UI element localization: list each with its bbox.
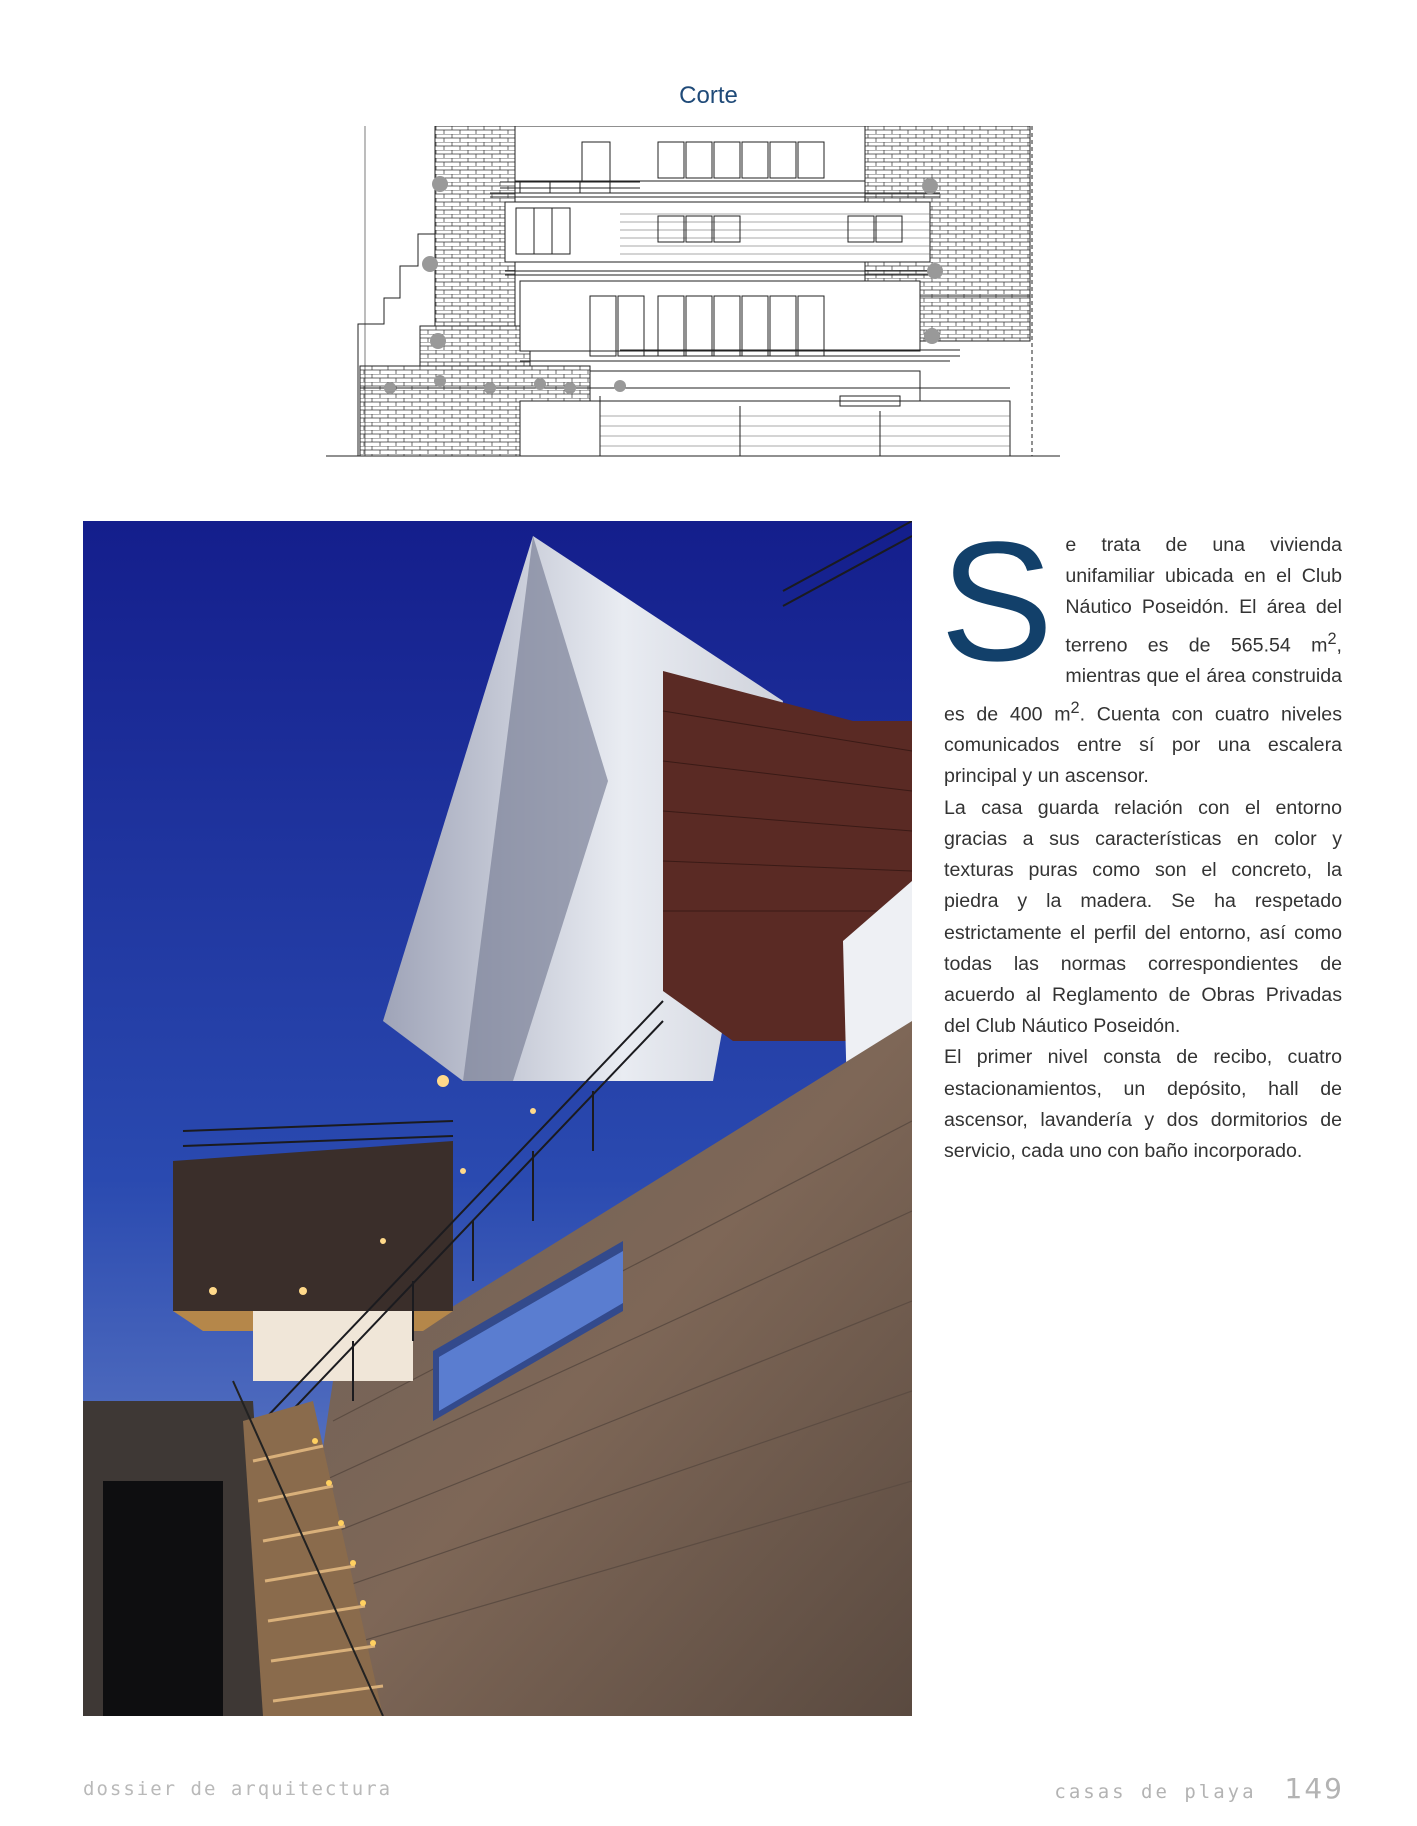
drawing-title: Corte: [679, 82, 738, 109]
paragraph-2: La casa guarda relación con el entorno gracias a sus características en color y texturas puras como son el concreto, la piedra y la madera. Se ha respetado estrictamente el perfil del entorno, así como todas las normas correspondientes de acuerdo al Reglamento de Obras Privadas del Club Náutico Poseidón.: [944, 796, 1342, 1038]
p1-tail: . Cuenta con cuatro niveles comunicados entre sí por una escalera principal y un ascensor.: [944, 703, 1342, 788]
p1-mid: , mientras que el área construida es de 400 m: [944, 634, 1342, 726]
paragraph-1: [940, 507, 1342, 793]
p1-sup1: 2: [1327, 629, 1337, 648]
magazine-name: dossier de arquitectura: [83, 1778, 393, 1800]
page-number: 149: [1284, 1772, 1344, 1805]
paragraph-3: El primer nivel consta de recibo, cuatro estacionamientos, un depósito, hall de ascensor, lavandería y dos dormitorios de servicio, cada uno con baño incorporado.: [944, 1046, 1342, 1162]
p1-sup2: 2: [1070, 698, 1080, 717]
section-name: casas de playa: [1054, 1781, 1257, 1803]
article-text: [940, 507, 1342, 1167]
footer-right: [1054, 1772, 1344, 1805]
p1-lead: e trata de una vivienda unifamiliar ubicada en el Club Náutico Poseidón. El área del terreno es de 565.54 m: [1065, 534, 1342, 657]
drop-cap: S: [940, 507, 1054, 697]
section-drawing: [320, 126, 1065, 459]
house-photo: [83, 521, 912, 1716]
